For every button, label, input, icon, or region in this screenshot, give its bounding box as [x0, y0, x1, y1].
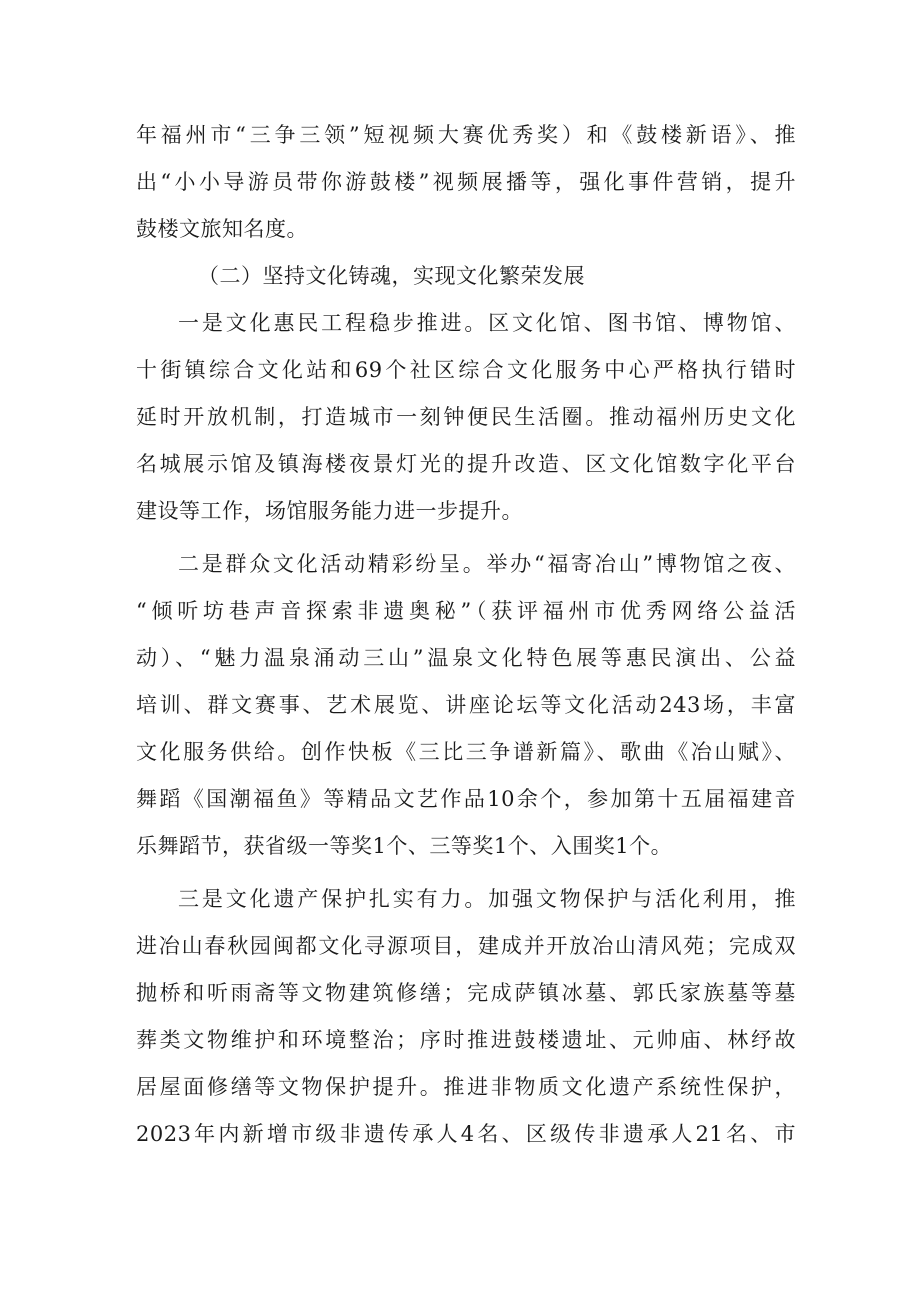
text-line: 葬类文物维护和环境整治；序时推进鼓楼遗址、元帅庙、林纾故 — [136, 1028, 796, 1052]
text-line: 建设等工作，场馆服务能力进一步提升。 — [136, 499, 523, 523]
paragraph-heritage-protection — [136, 876, 796, 1158]
document-page — [136, 112, 796, 1158]
text-line: 进冶山春秋园闽都文化寻源项目，建成并开放冶山清风苑；完成双 — [136, 934, 796, 958]
section-heading: （二）坚持文化铸魂，实现文化繁荣发展 — [198, 264, 585, 288]
text-line: 抛桥和听雨斋等文物建筑修缮；完成萨镇冰墓、郭氏家族墓等墓 — [136, 981, 796, 1005]
text-line: 二是群众文化活动精彩纷呈。举办“福寄冶山”博物馆之夜、 — [178, 552, 796, 576]
text-line: 动）、“魅力温泉涌动三山”温泉文化特色展等惠民演出、公益 — [136, 646, 796, 670]
text-line: 出“小小导游员带你游鼓楼”视频展播等，强化事件营销，提升 — [136, 170, 796, 194]
paragraph-cultural-activities — [136, 541, 796, 870]
text-line: 延时开放机制，打造城市一刻钟便民生活圈。推动福州历史文化 — [136, 405, 796, 429]
text-line: 舞蹈《国潮福鱼》等精品文艺作品10余个，参加第十五届福建音 — [136, 787, 796, 811]
text-line: 年福州市“三争三领”短视频大赛优秀奖）和《鼓楼新语》、推 — [136, 123, 796, 147]
text-line: 培训、群文赛事、艺术展览、讲座论坛等文化活动243场，丰富 — [136, 693, 796, 717]
text-line: 居屋面修缮等文物保护提升。推进非物质文化遗产系统性保护， — [136, 1075, 796, 1099]
text-line: 十街镇综合文化站和69个社区综合文化服务中心严格执行错时 — [136, 358, 796, 382]
paragraph-cultural-projects — [136, 300, 796, 535]
text-line: 一是文化惠民工程稳步推进。区文化馆、图书馆、博物馆、 — [178, 311, 796, 335]
text-line: 鼓楼文旅知名度。 — [136, 217, 308, 241]
text-line: 乐舞蹈节，获省级一等奖1个、三等奖1个、入围奖1个。 — [136, 834, 673, 858]
paragraph-intro-continuation — [136, 112, 796, 253]
text-line: “倾听坊巷声音探索非遗奥秘”（获评福州市优秀网络公益活 — [136, 599, 796, 623]
text-line: 三是文化遗产保护扎实有力。加强文物保护与活化利用，推 — [178, 887, 796, 911]
text-line: 名城展示馆及镇海楼夜景灯光的提升改造、区文化馆数字化平台 — [136, 452, 796, 476]
text-line: 文化服务供给。创作快板《三比三争谱新篇》、歌曲《冶山赋》、 — [136, 740, 796, 764]
text-line: 2023年内新增市级非遗传承人4名、区级传非遗承人21名、市 — [136, 1122, 796, 1146]
